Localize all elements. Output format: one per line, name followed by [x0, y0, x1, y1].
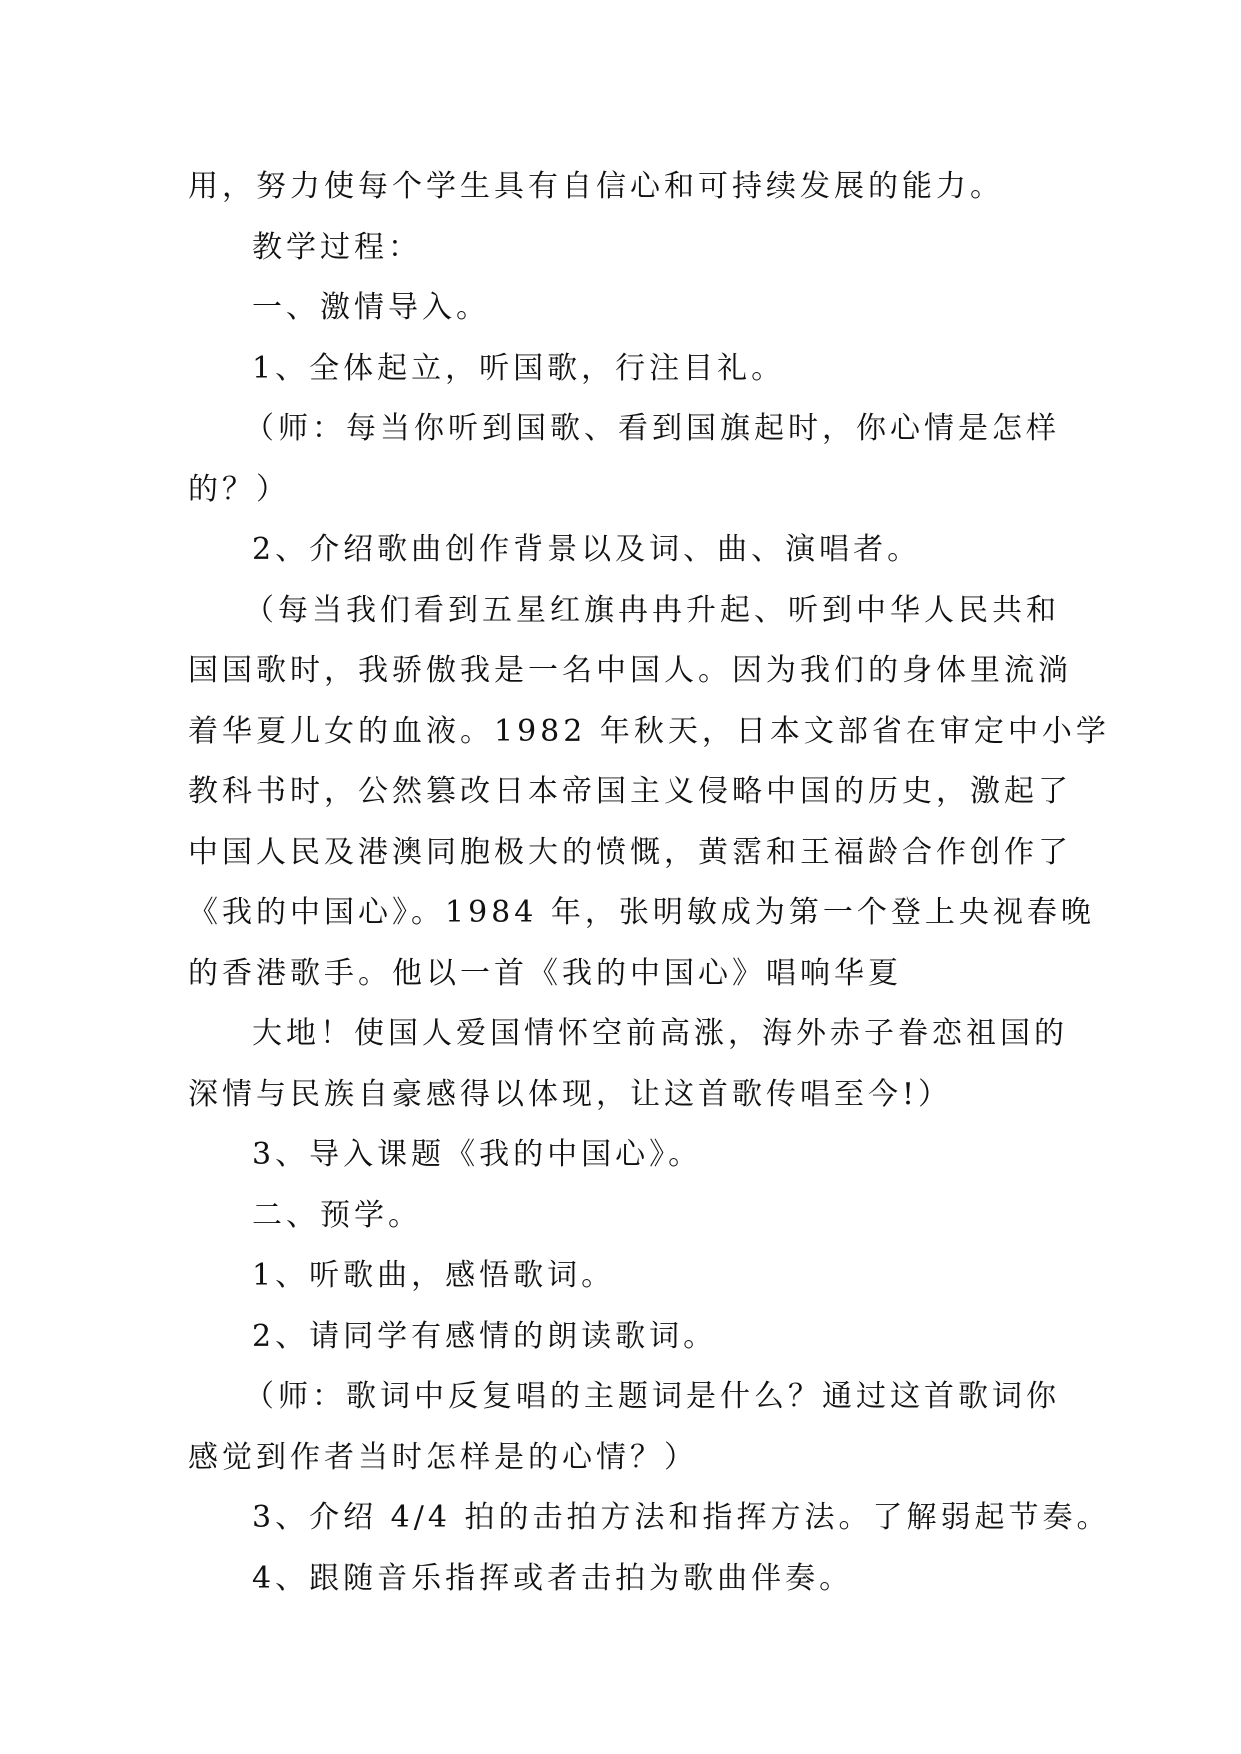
section-heading: 二、预学。 — [252, 1197, 422, 1233]
list-item: 2、介绍歌曲创作背景以及词、曲、演唱者。 — [252, 532, 922, 567]
section-heading: 一、激情导入。 — [252, 290, 490, 325]
text-line: 的？） — [188, 471, 290, 507]
list-item: 1、全体起立，听国歌，行注目礼。 — [252, 350, 786, 386]
list-item: 3、导入课题《我的中国心》。 — [252, 1137, 703, 1172]
text-line: 教科书时，公然篡改日本帝国主义侵略中国的历史，激起了 — [188, 774, 1072, 809]
text-line: 国国歌时，我骄傲我是一名中国人。因为我们的身体里流淌 — [188, 653, 1072, 688]
list-item: 2、请同学有感情的朗读歌词。 — [252, 1318, 718, 1354]
list-item: 3、介绍 4/4 拍的击拍方法和指挥方法。了解弱起节奏。 — [252, 1500, 1111, 1535]
text-line: 用，努力使每个学生具有自信心和可持续发展的能力。 — [188, 169, 1004, 204]
text-line: （师：每当你听到国歌、看到国旗起时，你心情是怎样 — [244, 411, 1060, 446]
text-line: （师：歌词中反复唱的主题词是什么？通过这首歌词你 — [244, 1379, 1060, 1414]
list-item: 1、听歌曲，感悟歌词。 — [252, 1258, 616, 1293]
text-line: （每当我们看到五星红旗冉冉升起、听到中华人民共和 — [244, 592, 1060, 628]
list-item: 4、跟随音乐指挥或者击拍为歌曲伴奏。 — [252, 1560, 854, 1596]
section-heading: 教学过程： — [252, 229, 422, 265]
text-line: 《我的中国心》。1984 年，张明敏成为第一个登上央视春晚 — [188, 895, 1095, 930]
document-body — [188, 157, 1111, 1609]
text-line: 的香港歌手。他以一首《我的中国心》唱响华夏 — [188, 955, 902, 991]
text-line: 深情与民族自豪感得以体现，让这首歌传唱至今!） — [188, 1076, 953, 1112]
text-line: 中国人民及港澳同胞极大的愤慨，黄霑和王福龄合作创作了 — [188, 834, 1072, 870]
text-line: 大地！使国人爱国情怀空前高涨，海外赤子眷恋祖国的 — [252, 1016, 1068, 1051]
text-line: 感觉到作者当时怎样是的心情？） — [188, 1439, 698, 1475]
text-line: 着华夏儿女的血液。1982 年秋天，日本文部省在审定中小学 — [188, 713, 1110, 749]
